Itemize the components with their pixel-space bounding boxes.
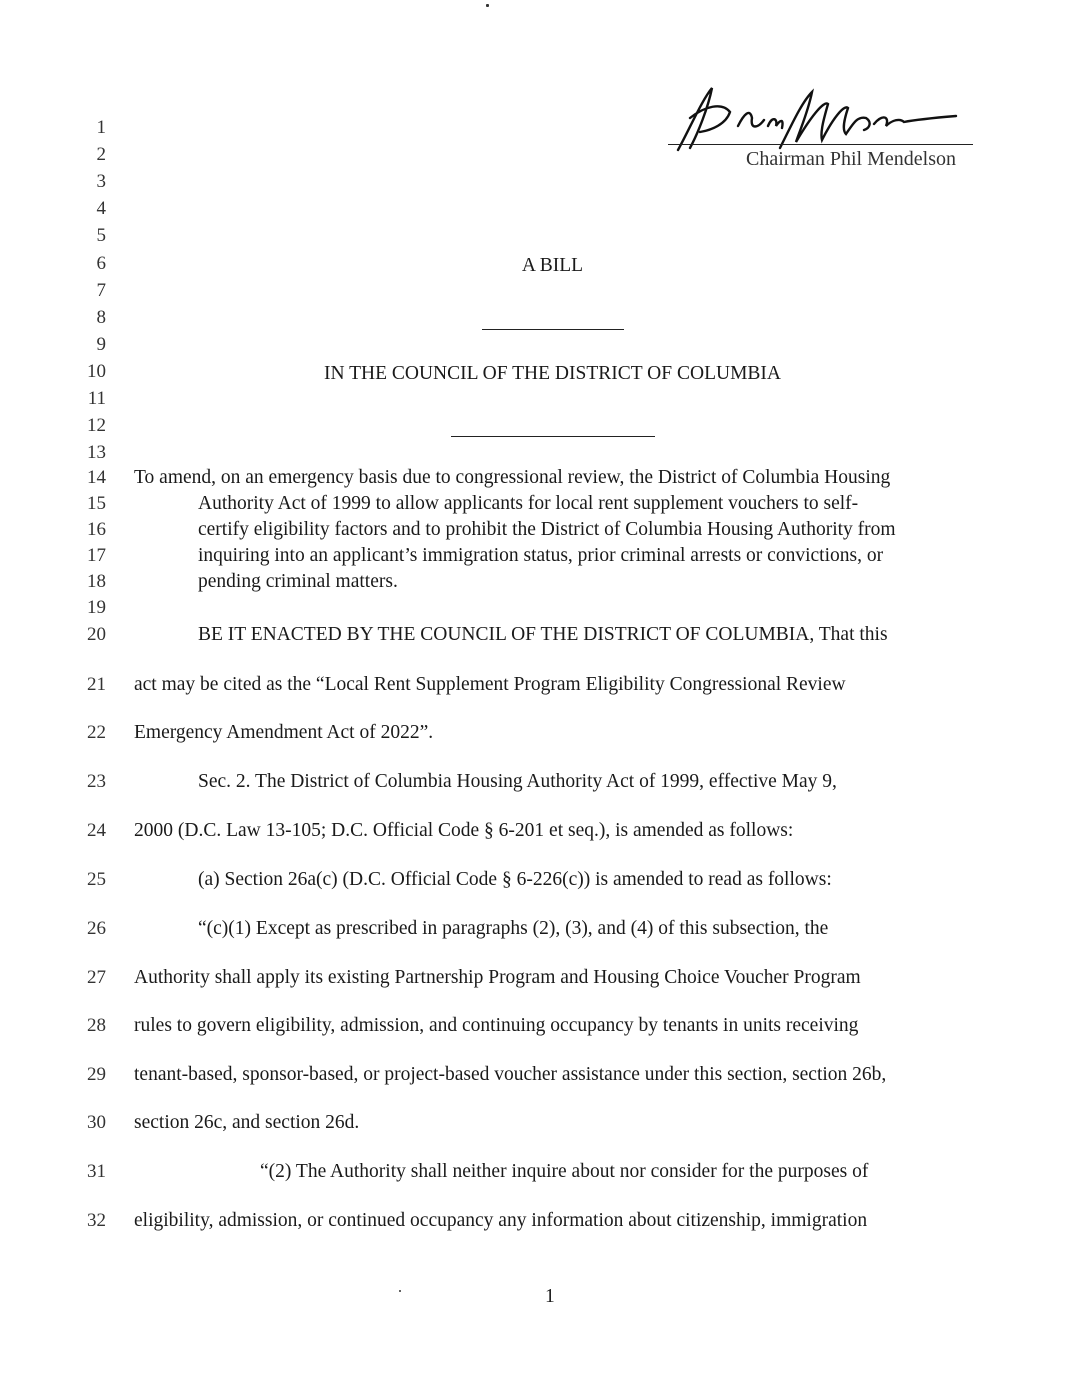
- line-number: 14: [87, 467, 106, 488]
- line-number: 24: [87, 820, 106, 841]
- line-number: 12: [87, 415, 106, 436]
- body-line: BE IT ENACTED BY THE COUNCIL OF THE DISTRICT OF COLUMBIA, That this: [198, 624, 888, 645]
- title-line: pending criminal matters.: [198, 571, 398, 592]
- line-number: 27: [87, 967, 106, 988]
- line-number: 11: [87, 388, 106, 409]
- line-number: 8: [96, 307, 106, 328]
- line-number: 6: [96, 253, 106, 274]
- line-number: 4: [96, 198, 106, 219]
- line-number: 29: [87, 1064, 106, 1085]
- line-number: 18: [87, 571, 106, 592]
- line-number: 10: [87, 361, 106, 382]
- body-line: act may be cited as the “Local Rent Supplement Program Eligibility Congressional Review: [134, 674, 846, 695]
- body-line: Emergency Amendment Act of 2022”.: [134, 722, 434, 743]
- line-number: 9: [96, 334, 106, 355]
- bill-label: A BILL: [521, 255, 584, 276]
- body-line: tenant-based, sponsor-based, or project-based voucher assistance under this section, section 26b,: [134, 1064, 887, 1085]
- body-line: eligibility, admission, or continued occupancy any information about citizenship, immigration: [134, 1210, 868, 1231]
- header-divider-bottom: [451, 436, 655, 437]
- line-number: 28: [87, 1015, 106, 1036]
- body-line: Authority shall apply its existing Partnership Program and Housing Choice Voucher Program: [134, 967, 861, 988]
- line-number: 3: [96, 171, 106, 192]
- line-number: 31: [87, 1161, 106, 1182]
- line-number: 23: [87, 771, 106, 792]
- body-line: “(c)(1) Except as prescribed in paragraphs (2), (3), and (4) of this subsection, the: [198, 918, 829, 939]
- line-number: 32: [87, 1210, 106, 1231]
- handwritten-signature: [660, 78, 960, 158]
- line-number: 21: [87, 674, 106, 695]
- scan-speck: [486, 4, 489, 7]
- body-line: section 26c, and section 26d.: [134, 1112, 360, 1133]
- line-number: 19: [87, 597, 106, 618]
- line-number: 5: [96, 225, 106, 246]
- body-line: (a) Section 26a(c) (D.C. Official Code § 6-226(c)) is amended to read as follows:: [198, 869, 832, 890]
- body-line: rules to govern eligibility, admission, and continuing occupancy by tenants in units receiving: [134, 1015, 859, 1036]
- line-number: 26: [87, 918, 106, 939]
- signer-title: Chairman Phil Mendelson: [746, 148, 956, 170]
- title-line: inquiring into an applicant’s immigration status, prior criminal arrests or convictions, or: [198, 545, 884, 566]
- title-line: Authority Act of 1999 to allow applicants for local rent supplement vouchers to self-: [198, 493, 859, 514]
- line-number: 15: [87, 493, 106, 514]
- line-number: 16: [87, 519, 106, 540]
- body-line: “(2) The Authority shall neither inquire about nor consider for the purposes of: [260, 1161, 869, 1182]
- line-number: 20: [87, 624, 106, 645]
- body-line: Sec. 2. The District of Columbia Housing Authority Act of 1999, effective May 9,: [198, 771, 837, 792]
- line-number: 2: [96, 144, 106, 165]
- line-number: 7: [96, 280, 106, 301]
- line-number: 25: [87, 869, 106, 890]
- body-line: 2000 (D.C. Law 13-105; D.C. Official Code § 6-201 et seq.), is amended as follows:: [134, 820, 794, 841]
- line-number: 17: [87, 545, 106, 566]
- page-number: 1: [545, 1286, 555, 1307]
- line-number: 22: [87, 722, 106, 743]
- line-number: 30: [87, 1112, 106, 1133]
- title-line: certify eligibility factors and to prohibit the District of Columbia Housing Authority from: [198, 519, 896, 540]
- line-number: 13: [87, 442, 106, 463]
- title-line: To amend, on an emergency basis due to congressional review, the District of Columbia Housing: [134, 467, 891, 488]
- council-heading: IN THE COUNCIL OF THE DISTRICT OF COLUMBIA: [323, 363, 781, 384]
- line-number: 1: [96, 117, 106, 138]
- signature-line: [668, 144, 973, 145]
- scan-speck: [399, 1290, 401, 1292]
- header-divider-top: [482, 329, 624, 330]
